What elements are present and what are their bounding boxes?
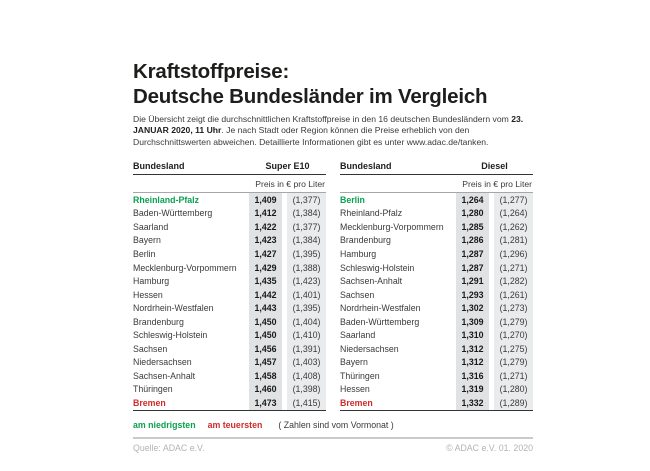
fuel-type-header-diesel: Diesel bbox=[481, 161, 508, 172]
previous-month-price: (1,410) bbox=[287, 329, 326, 343]
bundesland-name: Hamburg bbox=[133, 276, 170, 287]
table-row bbox=[133, 207, 326, 221]
content-area bbox=[133, 59, 533, 453]
tables-container bbox=[133, 161, 533, 411]
super-e10-rows bbox=[133, 193, 326, 411]
previous-month-price: (1,395) bbox=[287, 301, 326, 315]
previous-month-price: (1,281) bbox=[494, 234, 533, 248]
bundesland-name: Hessen bbox=[133, 289, 163, 300]
table-row bbox=[133, 315, 326, 329]
current-price: 1,442 bbox=[249, 288, 282, 302]
previous-month-price: (1,403) bbox=[287, 356, 326, 370]
bundesland-name: Bayern bbox=[340, 357, 368, 368]
table-row bbox=[133, 261, 326, 275]
current-price: 1,286 bbox=[456, 234, 489, 248]
bundesland-name: Rheinland-Pfalz bbox=[133, 194, 199, 205]
previous-month-price: (1,262) bbox=[494, 220, 533, 234]
title-line-2: Deutsche Bundesländer im Vergleich bbox=[133, 85, 488, 108]
bundesland-name: Schleswig-Holstein bbox=[340, 262, 415, 273]
current-price: 1,287 bbox=[456, 261, 489, 275]
previous-month-price: (1,282) bbox=[494, 274, 533, 288]
previous-month-price: (1,395) bbox=[287, 247, 326, 261]
bundesland-name: Sachsen bbox=[133, 343, 168, 354]
current-price: 1,264 bbox=[456, 193, 489, 207]
table-row bbox=[133, 383, 326, 397]
super-e10-table-header bbox=[133, 161, 326, 175]
price-unit-header: Preis in € pro Liter bbox=[340, 175, 533, 193]
bundesland-name: Sachsen-Anhalt bbox=[340, 276, 403, 287]
previous-month-price: (1,271) bbox=[494, 261, 533, 275]
bundesland-name: Brandenburg bbox=[133, 316, 184, 327]
intro-text-after: . Je nach Stadt oder Region können die Preise erheblich von den Durchschnittswerten abweichen. Detaillierte Informationen gibt es unter www.adac.de/tanken. bbox=[133, 125, 489, 147]
previous-month-price: (1,408) bbox=[287, 369, 326, 383]
previous-month-price: (1,279) bbox=[494, 315, 533, 329]
current-price: 1,287 bbox=[456, 247, 489, 261]
current-price: 1,473 bbox=[249, 396, 282, 410]
intro-text-before: Die Übersicht zeigt die durchschnittlichen Kraftstoffpreise in den 16 deutschen Bundesländern vom bbox=[133, 114, 512, 124]
table-row bbox=[340, 261, 533, 275]
bundesland-name: Schleswig-Holstein bbox=[133, 330, 208, 341]
bundesland-name: Hessen bbox=[340, 384, 370, 395]
current-price: 1,312 bbox=[456, 356, 489, 370]
current-price: 1,316 bbox=[456, 369, 489, 383]
previous-month-price: (1,270) bbox=[494, 329, 533, 343]
current-price: 1,293 bbox=[456, 288, 489, 302]
bundesland-name: Mecklenburg-Vorpommern bbox=[340, 221, 444, 232]
super-e10-table bbox=[133, 161, 326, 411]
bundesland-name: Saarland bbox=[340, 330, 376, 341]
previous-month-price: (1,377) bbox=[287, 220, 326, 234]
current-price: 1,302 bbox=[456, 301, 489, 315]
previous-month-price: (1,384) bbox=[287, 207, 326, 221]
current-price: 1,309 bbox=[456, 315, 489, 329]
table-row bbox=[133, 369, 326, 383]
current-price: 1,456 bbox=[249, 342, 282, 356]
previous-month-price: (1,279) bbox=[494, 356, 533, 370]
previous-month-price: (1,264) bbox=[494, 207, 533, 221]
previous-month-price: (1,280) bbox=[494, 383, 533, 397]
current-price: 1,280 bbox=[456, 207, 489, 221]
diesel-table bbox=[340, 161, 533, 411]
current-price: 1,422 bbox=[249, 220, 282, 234]
table-row bbox=[340, 329, 533, 343]
bundesland-name: Nordrhein-Westfalen bbox=[340, 303, 421, 314]
bundesland-name: Sachsen-Anhalt bbox=[133, 370, 196, 381]
bundesland-name: Brandenburg bbox=[340, 235, 391, 246]
bundesland-name: Bayern bbox=[133, 235, 161, 246]
diesel-rows bbox=[340, 193, 533, 411]
bundesland-name: Berlin bbox=[340, 194, 365, 205]
page-title bbox=[133, 59, 533, 109]
previous-month-price: (1,261) bbox=[494, 288, 533, 302]
table-row bbox=[340, 301, 533, 315]
title-line-1: Kraftstoffpreise: bbox=[133, 60, 290, 83]
intro-text bbox=[133, 114, 533, 148]
previous-month-price: (1,415) bbox=[287, 396, 326, 410]
current-price: 1,457 bbox=[249, 356, 282, 370]
table-row bbox=[133, 396, 326, 410]
current-price: 1,423 bbox=[249, 234, 282, 248]
table-row bbox=[340, 274, 533, 288]
bundesland-name: Hamburg bbox=[340, 248, 377, 259]
previous-month-price: (1,271) bbox=[494, 369, 533, 383]
current-price: 1,412 bbox=[249, 207, 282, 221]
table-row bbox=[133, 247, 326, 261]
table-row bbox=[340, 247, 533, 261]
current-price: 1,427 bbox=[249, 247, 282, 261]
current-price: 1,458 bbox=[249, 369, 282, 383]
legend bbox=[133, 420, 533, 430]
previous-month-price: (1,391) bbox=[287, 342, 326, 356]
table-row bbox=[340, 383, 533, 397]
price-unit-header: Preis in € pro Liter bbox=[133, 175, 326, 193]
table-row bbox=[133, 301, 326, 315]
legend-lowest-label: am niedrigsten bbox=[133, 419, 196, 430]
bundesland-name: Bremen bbox=[133, 398, 166, 408]
current-price: 1,429 bbox=[249, 261, 282, 275]
legend-highest-label: am teuersten bbox=[207, 419, 263, 430]
legend-note: ( Zahlen sind vom Vormonat ) bbox=[278, 419, 394, 430]
current-price: 1,435 bbox=[249, 274, 282, 288]
previous-month-price: (1,384) bbox=[287, 234, 326, 248]
current-price: 1,409 bbox=[249, 193, 282, 207]
previous-month-price: (1,377) bbox=[287, 193, 326, 207]
table-row bbox=[340, 234, 533, 248]
current-price: 1,312 bbox=[456, 342, 489, 356]
table-row bbox=[340, 396, 533, 410]
previous-month-price: (1,275) bbox=[494, 342, 533, 356]
bundesland-name: Rheinland-Pfalz bbox=[340, 208, 403, 219]
table-row bbox=[340, 342, 533, 356]
fuel-type-header-super-e10: Super E10 bbox=[265, 161, 310, 172]
table-row bbox=[133, 274, 326, 288]
footer bbox=[133, 437, 533, 453]
table-row bbox=[340, 356, 533, 370]
table-row bbox=[133, 234, 326, 248]
table-row bbox=[340, 315, 533, 329]
previous-month-price: (1,277) bbox=[494, 193, 533, 207]
current-price: 1,460 bbox=[249, 383, 282, 397]
table-row bbox=[340, 207, 533, 221]
bundesland-name: Sachsen bbox=[340, 289, 375, 300]
diesel-table-header bbox=[340, 161, 533, 175]
current-price: 1,443 bbox=[249, 301, 282, 315]
previous-month-price: (1,289) bbox=[494, 396, 533, 410]
bundesland-name: Niedersachsen bbox=[340, 343, 399, 354]
table-row bbox=[340, 288, 533, 302]
table-row bbox=[340, 220, 533, 234]
current-price: 1,291 bbox=[456, 274, 489, 288]
table-row bbox=[340, 193, 533, 207]
table-row bbox=[133, 220, 326, 234]
bundesland-name: Baden-Württemberg bbox=[133, 208, 213, 219]
current-price: 1,332 bbox=[456, 396, 489, 410]
current-price: 1,319 bbox=[456, 383, 489, 397]
bundesland-column-header: Bundesland bbox=[340, 161, 392, 172]
bundesland-name: Nordrhein-Westfalen bbox=[133, 303, 214, 314]
bundesland-name: Mecklenburg-Vorpommern bbox=[133, 262, 237, 273]
table-row bbox=[340, 369, 533, 383]
bundesland-name: Niedersachsen bbox=[133, 357, 192, 368]
bundesland-column-header: Bundesland bbox=[133, 161, 185, 172]
table-row bbox=[133, 356, 326, 370]
previous-month-price: (1,296) bbox=[494, 247, 533, 261]
intro-date-bold: 23. JANUAR 2020, 11 Uhr bbox=[133, 114, 524, 136]
previous-month-price: (1,401) bbox=[287, 288, 326, 302]
previous-month-price: (1,388) bbox=[287, 261, 326, 275]
table-row bbox=[133, 342, 326, 356]
bundesland-name: Thüringen bbox=[133, 384, 173, 395]
bundesland-name: Thüringen bbox=[340, 370, 380, 381]
bundesland-name: Saarland bbox=[133, 221, 169, 232]
copyright-label: © ADAC e.V. 01. 2020 bbox=[446, 442, 533, 453]
current-price: 1,450 bbox=[249, 315, 282, 329]
table-row bbox=[133, 288, 326, 302]
current-price: 1,285 bbox=[456, 220, 489, 234]
bundesland-name: Baden-Württemberg bbox=[340, 316, 420, 327]
previous-month-price: (1,423) bbox=[287, 274, 326, 288]
previous-month-price: (1,273) bbox=[494, 301, 533, 315]
table-row bbox=[133, 193, 326, 207]
previous-month-price: (1,398) bbox=[287, 383, 326, 397]
source-label: Quelle: ADAC e.V. bbox=[133, 442, 205, 453]
bundesland-name: Bremen bbox=[340, 398, 373, 408]
current-price: 1,310 bbox=[456, 329, 489, 343]
previous-month-price: (1,404) bbox=[287, 315, 326, 329]
bundesland-name: Berlin bbox=[133, 248, 156, 259]
table-row bbox=[133, 329, 326, 343]
current-price: 1,450 bbox=[249, 329, 282, 343]
